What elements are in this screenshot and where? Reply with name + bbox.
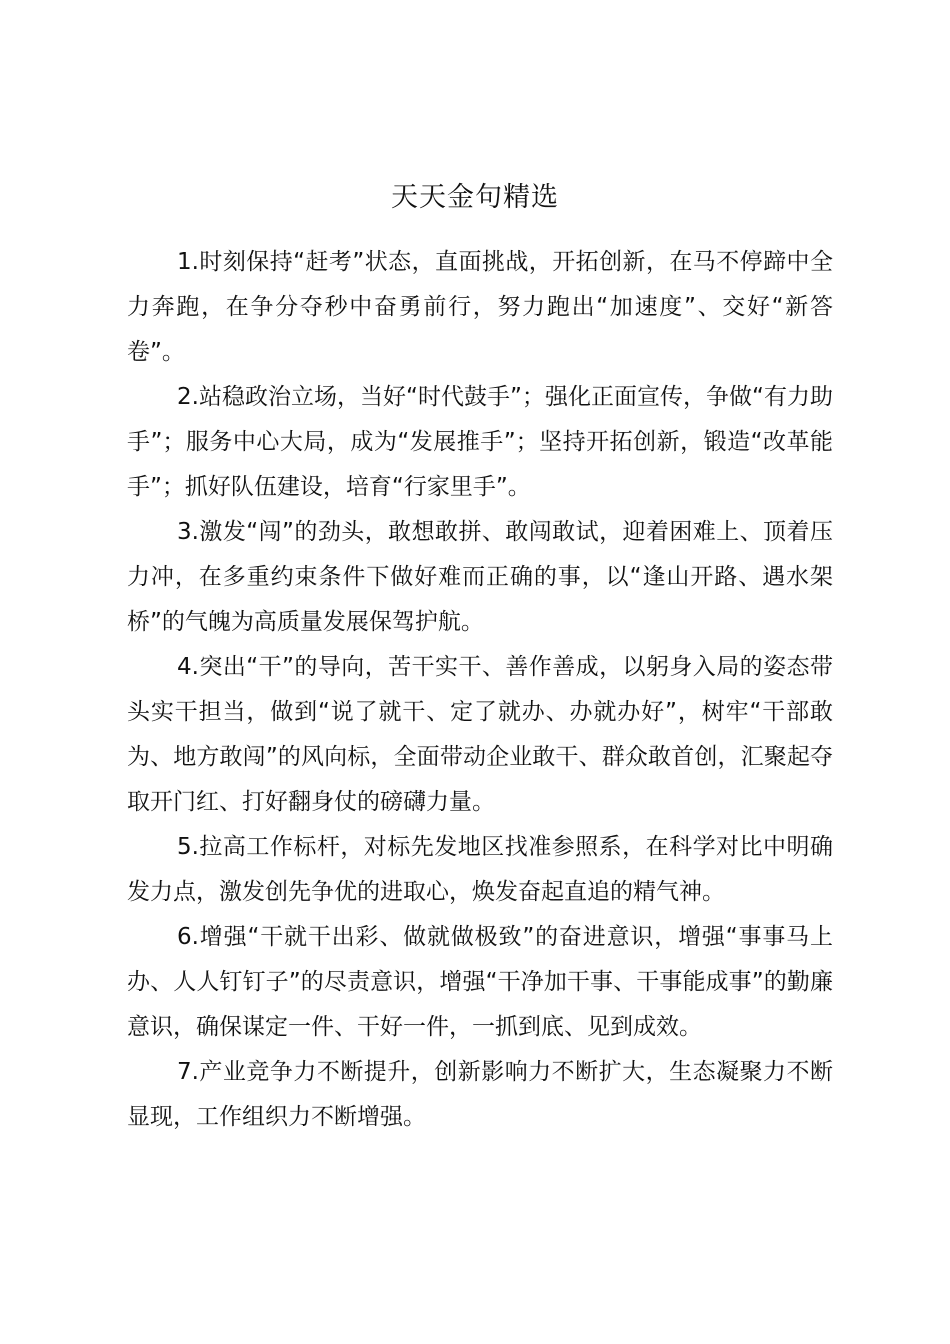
- paragraph-1: 1.时刻保持“赶考”状态，直面挑战，开拓创新，在马不停蹄中全力奔跑，在争分夺秒中奋勇前行，努力跑出“加速度”、交好“新答卷”。: [127, 249, 833, 365]
- paragraph-3: 3.激发“闯”的劲头，敢想敢拼、敢闯敢试，迎着困难上、顶着压力冲，在多重约束条件下做好难而正确的事，以“逢山开路、遇水架桥”的气魄为高质量发展保驾护航。: [127, 519, 833, 635]
- document-body: [127, 240, 833, 1140]
- paragraph-7: 7.产业竞争力不断提升，创新影响力不断扩大，生态凝聚力不断显现，工作组织力不断增强。: [127, 1059, 833, 1130]
- paragraph-2: 2.站稳政治立场，当好“时代鼓手”；强化正面宣传，争做“有力助手”；服务中心大局，成为“发展推手”；坚持开拓创新，锻造“改革能手”；抓好队伍建设，培育“行家里手”。: [127, 384, 833, 500]
- paragraph-6: 6.增强“干就干出彩、做就做极致”的奋进意识，增强“事事马上办、人人钉钉子”的尽责意识，增强“干净加干事、干事能成事”的勤廉意识，确保谋定一件、干好一件，一抓到底、见到成效。: [127, 924, 833, 1040]
- document-title: 天天金句精选: [391, 182, 559, 213]
- paragraph-4: 4.突出“干”的导向，苦干实干、善作善成，以躬身入局的姿态带头实干担当，做到“说了就干、定了就办、办就办好”，树牢“干部敢为、地方敢闯”的风向标，全面带动企业敢干、群众敢首创，汇聚起夺取开门红、打好翻身仗的磅礴力量。: [127, 654, 833, 815]
- paragraph-5: 5.拉高工作标杆，对标先发地区找准参照系，在科学对比中明确发力点，激发创先争优的进取心，焕发奋起直追的精气神。: [127, 834, 833, 905]
